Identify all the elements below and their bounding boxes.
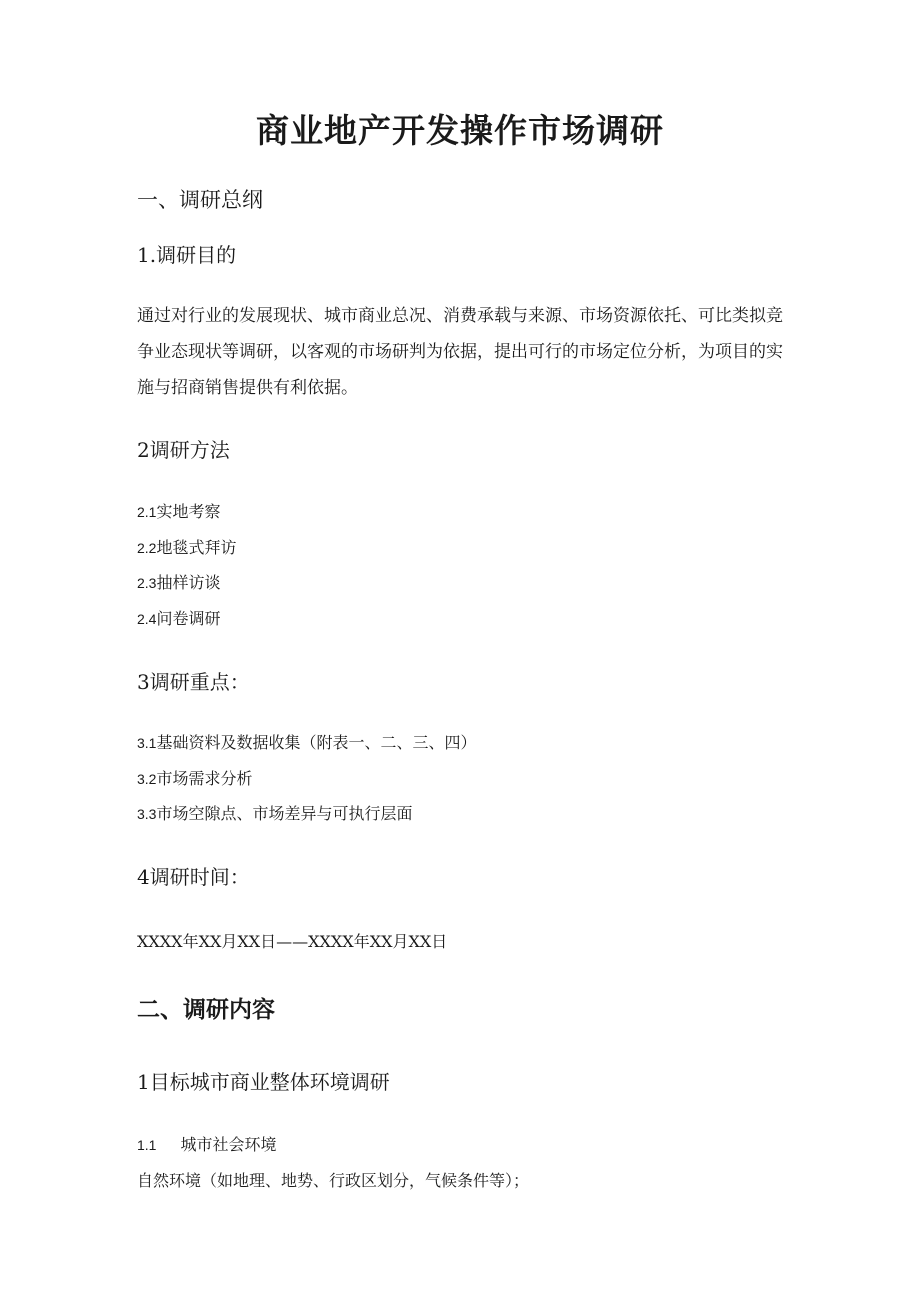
focus-item-text: 市场空隙点、市场差异与可执行层面 xyxy=(156,804,413,823)
focus-item xyxy=(137,801,412,827)
method-item-number: 2.4 xyxy=(137,611,157,627)
subheading-city-environment: 1目标城市商业整体环境调研 xyxy=(137,1070,390,1094)
focus-item-text: 基础资料及数据收集（附表一、二、三、四） xyxy=(156,733,477,752)
method-item-text: 问卷调研 xyxy=(156,609,221,628)
method-item xyxy=(137,606,220,632)
method-item xyxy=(137,499,220,525)
focus-item-text: 市场需求分析 xyxy=(156,769,253,788)
method-item-number: 2.3 xyxy=(137,575,157,591)
section-heading-content: 二、调研内容 xyxy=(137,997,275,1023)
focus-item xyxy=(137,730,476,756)
content-item-number: 1.1 xyxy=(137,1137,157,1153)
method-item-text: 抽样访谈 xyxy=(156,573,221,592)
subheading-time: 4调研时间： xyxy=(137,865,250,889)
subheading-purpose: 1.调研目的 xyxy=(137,243,237,267)
section-heading-outline: 一、调研总纲 xyxy=(137,188,263,212)
purpose-paragraph: 通过对行业的发展现状、城市商业总况、消费承载与来源、市场资源依托、可比类拟竞争业态现状等调研，以客观的市场研判为依据，提出可行的市场定位分析，为项目的实施与招商销售提供有利依据。 xyxy=(137,306,783,398)
focus-item xyxy=(137,766,252,792)
page-title: 商业地产开发操作市场调研 xyxy=(256,111,664,150)
subheading-methods: 2调研方法 xyxy=(137,438,230,462)
subheading-focus: 3调研重点： xyxy=(137,670,250,694)
content-item-text: 城市社会环境 xyxy=(180,1135,277,1154)
content-item xyxy=(137,1132,276,1158)
method-item-number: 2.2 xyxy=(137,540,157,556)
method-item-text: 实地考察 xyxy=(156,502,221,521)
focus-item-number: 3.2 xyxy=(137,771,157,787)
method-item xyxy=(137,570,220,596)
method-item-number: 2.1 xyxy=(137,504,157,520)
focus-item-number: 3.3 xyxy=(137,806,157,822)
method-item xyxy=(137,535,236,561)
survey-time-value: XXXX年XX月XX日——XXXX年XX月XX日 xyxy=(137,932,448,951)
method-item-text: 地毯式拜访 xyxy=(156,538,237,557)
focus-item-number: 3.1 xyxy=(137,735,157,751)
natural-environment-line: 自然环境（如地理、地势、行政区划分，气候条件等）； xyxy=(137,1171,530,1190)
